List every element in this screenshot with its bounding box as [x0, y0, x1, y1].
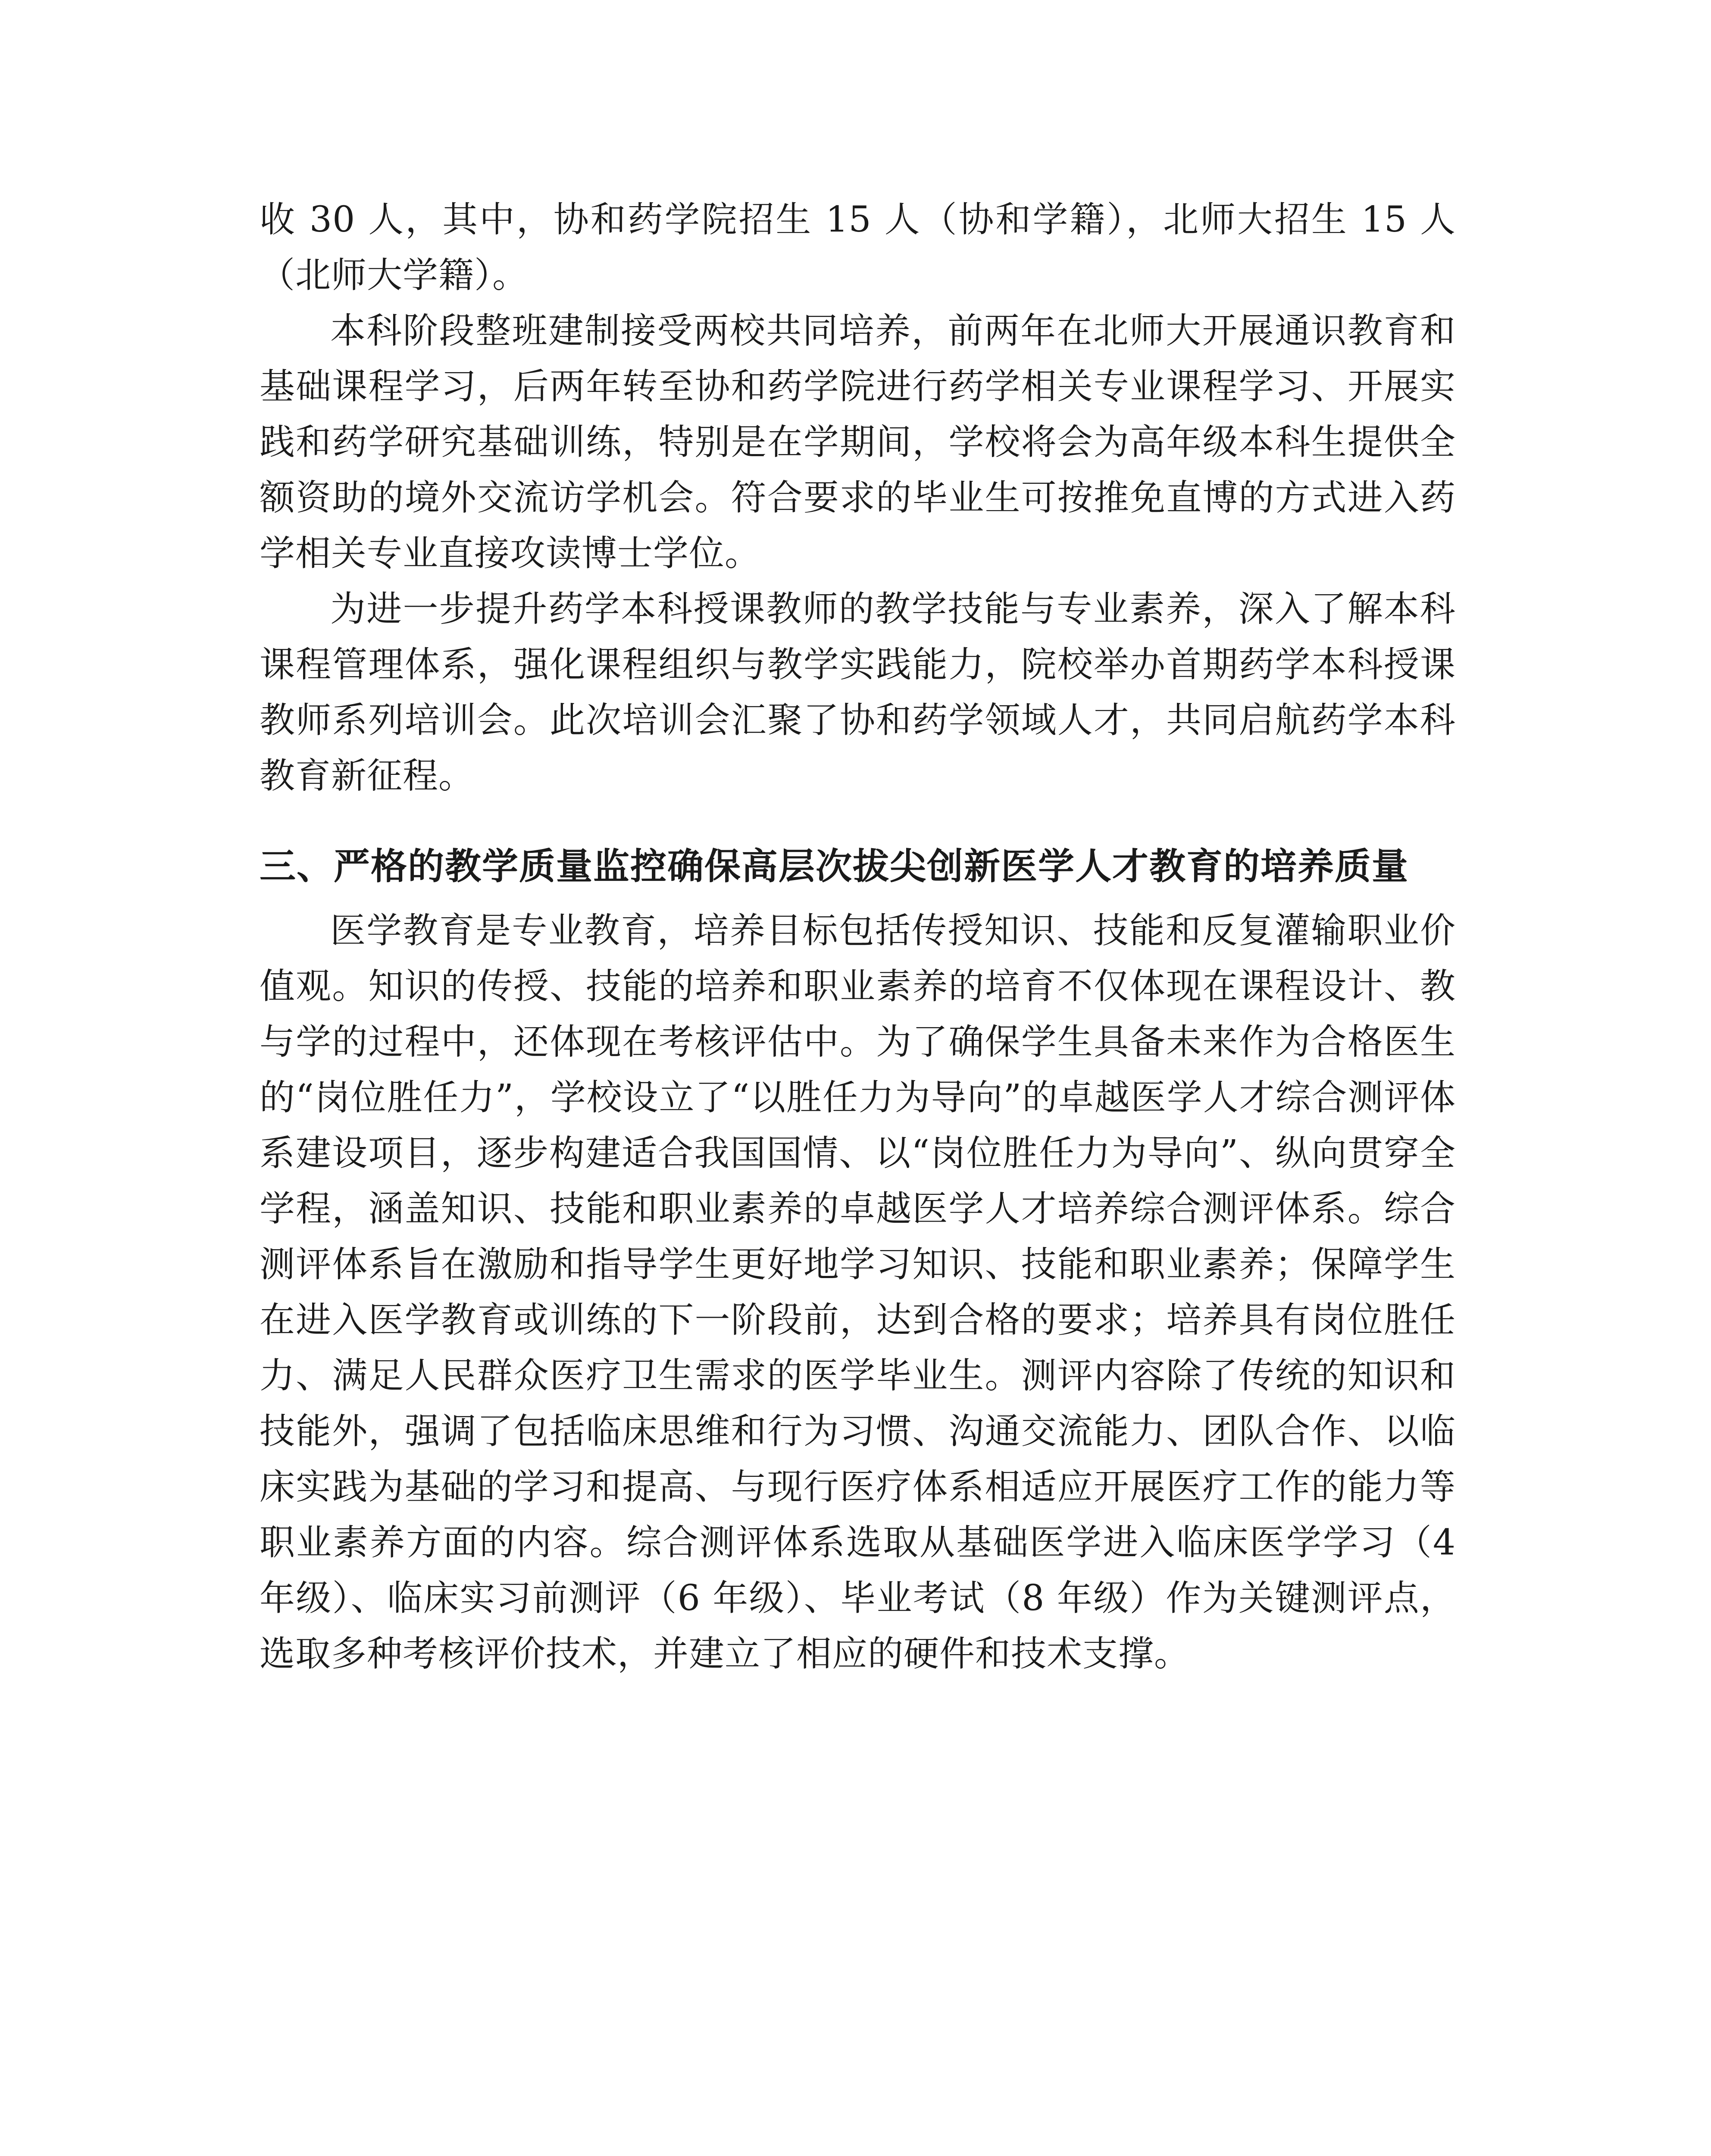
- paragraph-1: 收 30 人，其中，协和药学院招生 15 人（协和学籍），北师大招生 15 人（北师大学籍）。: [260, 199, 1456, 296]
- paragraph-4: 医学教育是专业教育，培养目标包括传授知识、技能和反复灌输职业价值观。知识的传授、技能的培养和职业素养的培育不仅体现在课程设计、教与学的过程中，还体现在考核评估中。为了确保学生具备未来作为合格医生的“岗位胜任力”，学校设立了“以胜任力为导向”的卓越医学人才综合测评体系建设项目，逐步构建适合我国国情、以“岗位胜任力为导向”、纵向贯穿全学程，涵盖知识、技能和职业素养的卓越医学人才培养综合测评体系。综合测评体系旨在激励和指导学生更好地学习知识、技能和职业素养；保障学生在进入医学教育或训练的下一阶段前，达到合格的要求；培养具有岗位胜任力、满足人民群众医疗卫生需求的医学毕业生。测评内容除了传统的知识和技能外，强调了包括临床思维和行为习惯、沟通交流能力、团队合作、以临床实践为基础的学习和提高、与现行医疗体系相适应开展医疗工作的能力等职业素养方面的内容。综合测评体系选取从基础医学进入临床医学学习（4 年级）、临床实习前测评（6 年级）、毕业考试（8 年级）作为关键测评点，选取多种考核评价技术，并建立了相应的硬件和技术支撑。: [260, 910, 1456, 1674]
- section-heading: 三、严格的教学质量监控确保高层次拔尖创新医学人才教育的培养质量: [260, 845, 1409, 887]
- page-body: [260, 192, 1456, 1682]
- paragraph-2: 本科阶段整班建制接受两校共同培养，前两年在北师大开展通识教育和基础课程学习，后两年转至协和药学院进行药学相关专业课程学习、开展实践和药学研究基础训练，特别是在学期间，学校将会为高年级本科生提供全额资助的境外交流访学机会。符合要求的毕业生可按推免直博的方式进入药学相关专业直接攻读博士学位。: [260, 310, 1456, 574]
- paragraph-3: 为进一步提升药学本科授课教师的教学技能与专业素养，深入了解本科课程管理体系，强化课程组织与教学实践能力，院校举办首期药学本科授课教师系列培训会。此次培训会汇聚了协和药学领域人才，共同启航药学本科教育新征程。: [260, 589, 1456, 796]
